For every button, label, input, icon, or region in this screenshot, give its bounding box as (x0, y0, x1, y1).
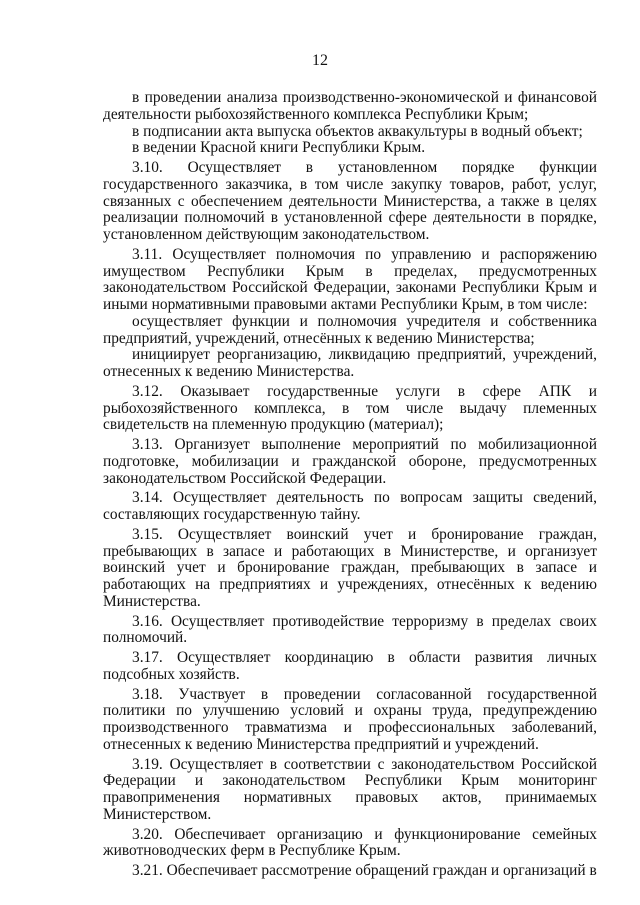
paragraph-3-19: 3.19. Осуществляет в соответствии с законодательством Российской Федерации и законодательством Республики Крым мониторинг правоприменения нормативных правовых актов, принимаемых Министерством. (103, 755, 597, 823)
paragraph-reorganization: инициирует реорганизацию, ликвидацию предприятий, учреждений, отнесенных к ведению Министерства. (103, 346, 597, 380)
paragraph-3-12: 3.12. Оказывает государственные услуги в сфере АПК и рыбохозяйственного комплекса, в том числе выдачу племенных свидетельств на племенную продукцию (материал); (103, 382, 597, 434)
page-number: 12 (312, 52, 328, 69)
paragraph-founder-functions: осуществляет функции и полномочия учредителя и собственника предприятий, учреждений, отнесённых к ведению Министерства; (103, 312, 597, 347)
paragraph-3-21: 3.21. Обеспечивает рассмотрение обращений граждан и организаций в (132, 862, 597, 879)
paragraph-3-15: 3.15. Осуществляет воинский учет и бронирование граждан, пребывающих в запасе и работающих в Министерстве, и организует воинский учет и бронирование граждан, пребывающих в запасе и работающих на предприятиях и учреждениях, отнесённых к ведению Министерства. (103, 525, 597, 610)
paragraph-analysis: в проведении анализа производственно-экономической и финансовой деятельности рыбохозяйственного комплекса Республики Крым; (103, 89, 597, 123)
paragraph-3-17: 3.17. Осуществляет координацию в области развития личных подсобных хозяйств. (103, 649, 597, 683)
paragraph-3-20: 3.20. Обеспечивает организацию и функционирование семейных животноводческих ферм в Республике Крым. (103, 825, 597, 860)
paragraph-3-14: 3.14. Осуществляет деятельность по вопросам защиты сведений, составляющих государственную тайну. (103, 489, 597, 523)
paragraph-3-18: 3.18. Участвует в проведении согласованной государственной политики по улучшению условий и охраны труда, предупреждению производственного травматизма и профессиональных заболеваний, отнесенных к ведению Министерства предприятий и учреждений. (103, 685, 597, 753)
paragraph-aquaculture-act: в подписании акта выпуска объектов аквакультуры в водный объект; (132, 122, 583, 140)
paragraph-3-13: 3.13. Организует выполнение мероприятий по мобилизационной подготовке, мобилизации и гражданской обороне, предусмотренных законодательством Российской Федерации. (103, 436, 597, 487)
paragraph-3-16: 3.16. Осуществляет противодействие терроризму в пределах своих полномочий. (103, 612, 597, 647)
document-body (103, 90, 597, 880)
paragraph-3-11: 3.11. Осуществляет полномочия по управлению и распоряжению имуществом Республики Крым в пределах, предусмотренных законодательством Российской Федерации, законами Республики Крым и иными нормативными правовыми актами Республики Крым, в том числе: (103, 245, 597, 313)
paragraph-red-book: в ведении Красной книги Республики Крым. (132, 139, 426, 157)
paragraph-3-10: 3.10. Осуществляет в установленном порядке функции государственного заказчика, в том числе закупку товаров, работ, услуг, связанных с обеспечением деятельности Министерства, а также в целях реализации полномочий в установленной сфере деятельности в порядке, установленном действующим законодательством. (103, 159, 597, 243)
